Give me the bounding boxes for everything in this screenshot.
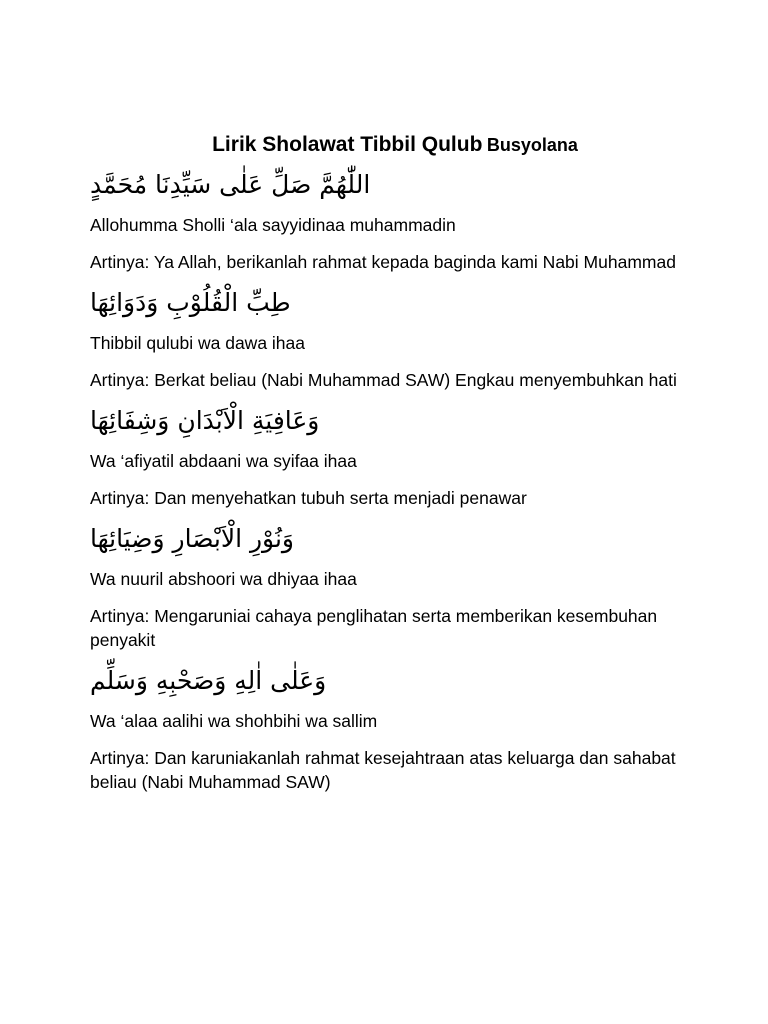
verse-2-arabic: طِبِّ الْقُلُوْبِ وَدَوَائِهَا <box>90 288 291 317</box>
verse-5-arabic: وَعَلٰى اٰلِهِ وَصَحْبِهِ وَسَلِّم <box>90 666 327 695</box>
verse-2-meaning: Artinya: Berkat beliau (Nabi Muhammad SAW) Engkau menyembuhkan hati <box>90 370 677 390</box>
verse-4-meaning: Artinya: Mengaruniai cahaya penglihatan serta memberikan kesembuhan penyakit <box>90 606 658 650</box>
document-title <box>90 130 690 162</box>
verse-4 <box>90 522 690 652</box>
verse-5 <box>90 664 690 794</box>
verse-5-meaning: Artinya: Dan karuniakanlah rahmat kesejahtraan atas keluarga dan sahabat beliau (Nabi Muhammad SAW) <box>90 748 676 792</box>
verse-4-arabic: وَنُوْرِ الْاَبْصَارِ وَضِيَائِهَا <box>90 524 295 553</box>
verse-1-arabic: اللّٰهُمَّ صَلِّ عَلٰى سَيِّدِنَا مُحَمَّدٍ <box>90 170 371 199</box>
verse-3 <box>90 404 690 510</box>
verse-3-transliteration: Wa ‘afiyatil abdaani wa syifaa ihaa <box>90 451 357 471</box>
verse-1 <box>90 168 690 274</box>
verse-2-transliteration: Thibbil qulubi wa dawa ihaa <box>90 333 305 353</box>
verse-3-arabic: وَعَافِيَةِ الْاَبْدَانِ وَشِفَائِهَا <box>90 406 320 435</box>
verse-5-transliteration: Wa ‘alaa aalihi wa shohbihi wa sallim <box>90 711 378 731</box>
verse-1-meaning: Artinya: Ya Allah, berikanlah rahmat kepada baginda kami Nabi Muhammad <box>90 252 676 272</box>
title-sub: Busyolana <box>486 135 578 155</box>
verse-3-meaning: Artinya: Dan menyehatkan tubuh serta menjadi penawar <box>90 488 527 508</box>
verse-1-transliteration: Allohumma Sholli ‘ala sayyidinaa muhammadin <box>90 215 456 235</box>
verse-4-transliteration: Wa nuuril abshoori wa dhiyaa ihaa <box>90 569 357 589</box>
document-page <box>90 130 690 806</box>
title-main: Lirik Sholawat Tibbil Qulub <box>212 133 483 156</box>
verse-2 <box>90 286 690 392</box>
